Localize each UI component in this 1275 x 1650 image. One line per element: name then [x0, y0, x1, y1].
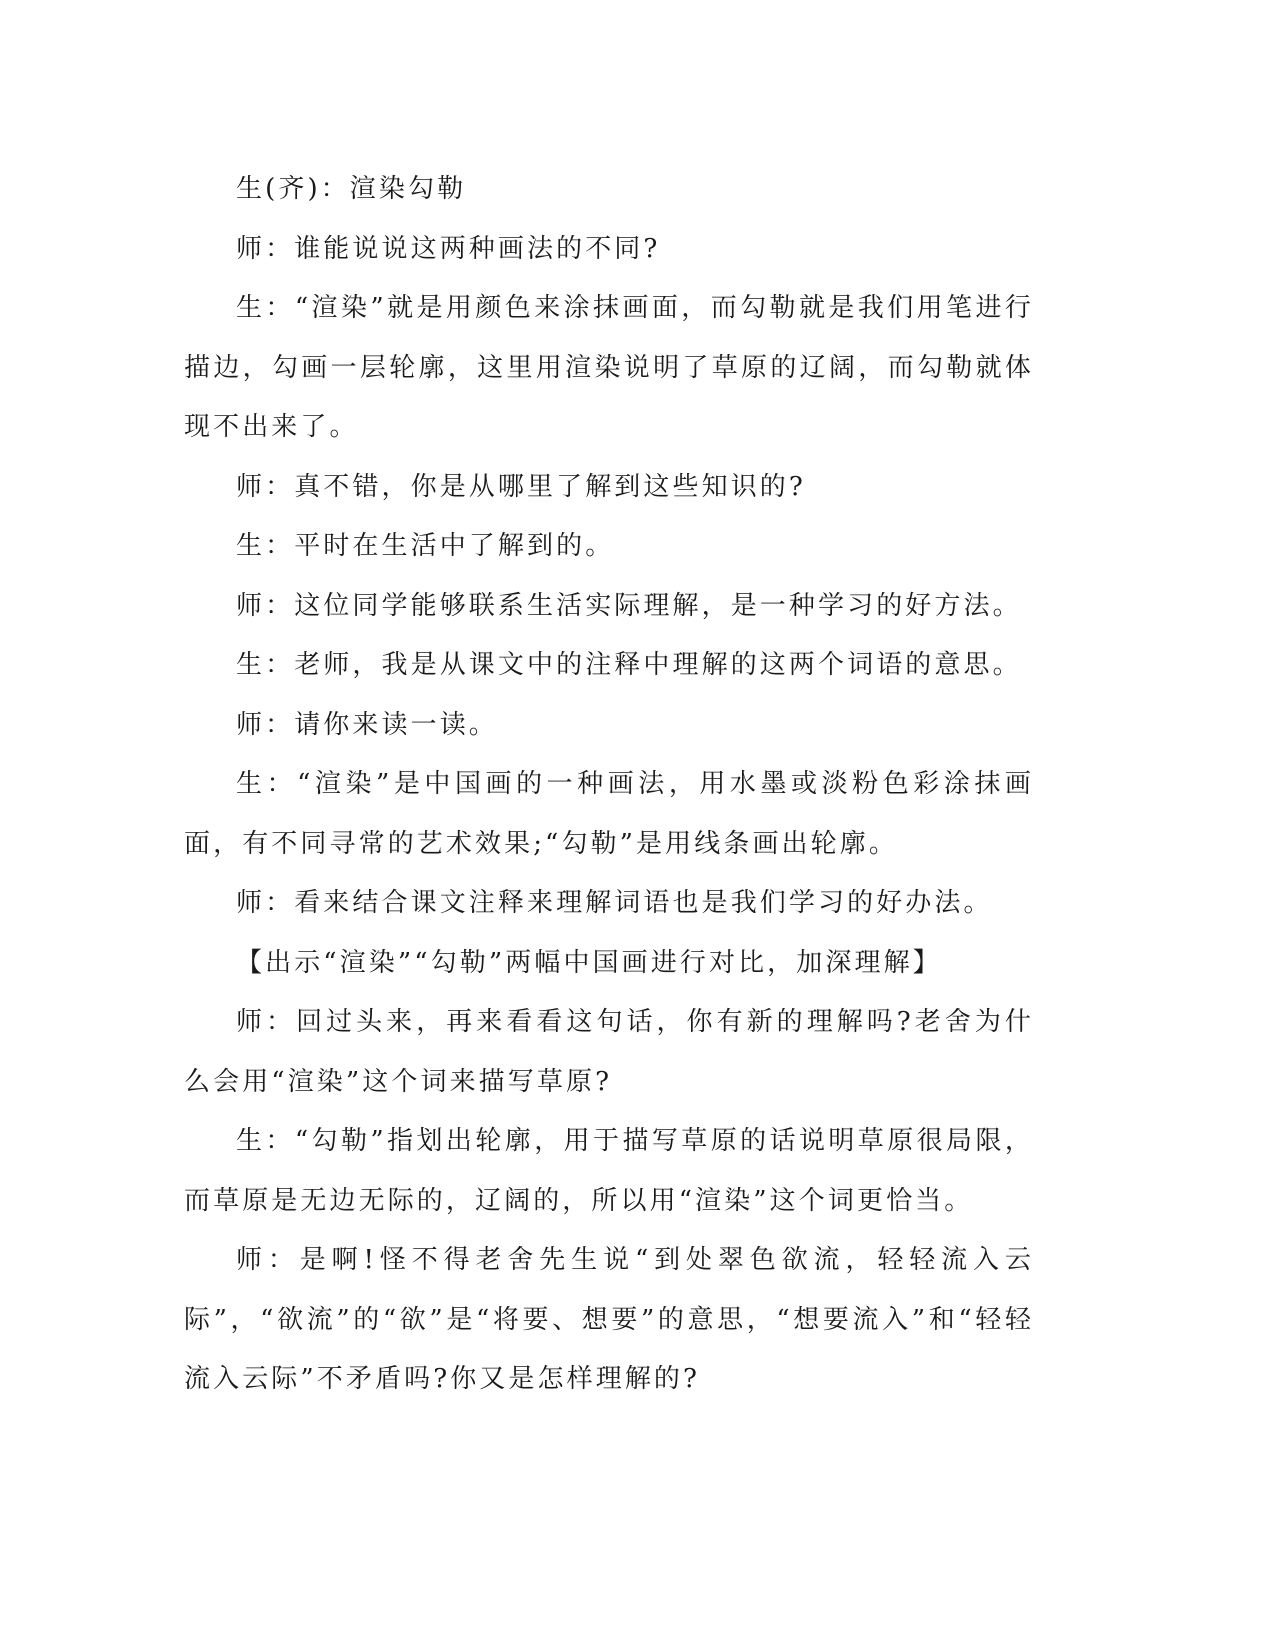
- paragraph: 生(齐)：渲染勾勒: [236, 174, 467, 204]
- paragraph: 师：这位同学能够联系生活实际理解，是一种学习的好方法。: [236, 590, 1022, 621]
- paragraph: 生：“渲染”是中国画的一种画法，用水墨或淡粉色彩涂抹画面，有不同寻常的艺术效果;“勾勒”是用线条画出轮廓。: [184, 769, 1034, 859]
- paragraph: 生：平时在生活中了解到的。: [236, 531, 615, 561]
- bracket-note: 【出示“渲染”“勾勒”两幅中国画进行对比，加深理解】: [236, 947, 942, 978]
- paragraph: 师：回过头来，再来看看这句话，你有新的理解吗?老舍为什么会用“渲染”这个词来描写草原?: [184, 1007, 1034, 1097]
- paragraph: 师：是啊!怪不得老舍先生说“到处翠色欲流，轻轻流入云际”，“欲流”的“欲”是“将要、想要”的意思，“想要流入”和“轻轻流入云际”不矛盾吗?你又是怎样理解的?: [184, 1245, 1034, 1394]
- paragraph: 生：“渲染”就是用颜色来涂抹画面，而勾勒就是我们用笔进行描边，勾画一层轮廓，这里用渲染说明了草原的辽阔，而勾勒就体现不出来了。: [184, 293, 1034, 442]
- paragraph: 师：看来结合课文注释来理解词语也是我们学习的好办法。: [236, 888, 993, 918]
- document-body: [184, 160, 1034, 1410]
- paragraph: 师：真不错，你是从哪里了解到这些知识的?: [236, 471, 806, 502]
- paragraph: 生：“勾勒”指划出轮廓，用于描写草原的话说明草原很局限，而草原是无边无际的，辽阔的，所以用“渲染”这个词更恰当。: [184, 1126, 1034, 1216]
- paragraph: 师：谁能说说这两种画法的不同?: [236, 233, 661, 264]
- paragraph: 生：老师，我是从课文中的注释中理解的这两个词语的意思。: [236, 650, 1022, 680]
- paragraph: 师：请你来读一读。: [236, 709, 498, 740]
